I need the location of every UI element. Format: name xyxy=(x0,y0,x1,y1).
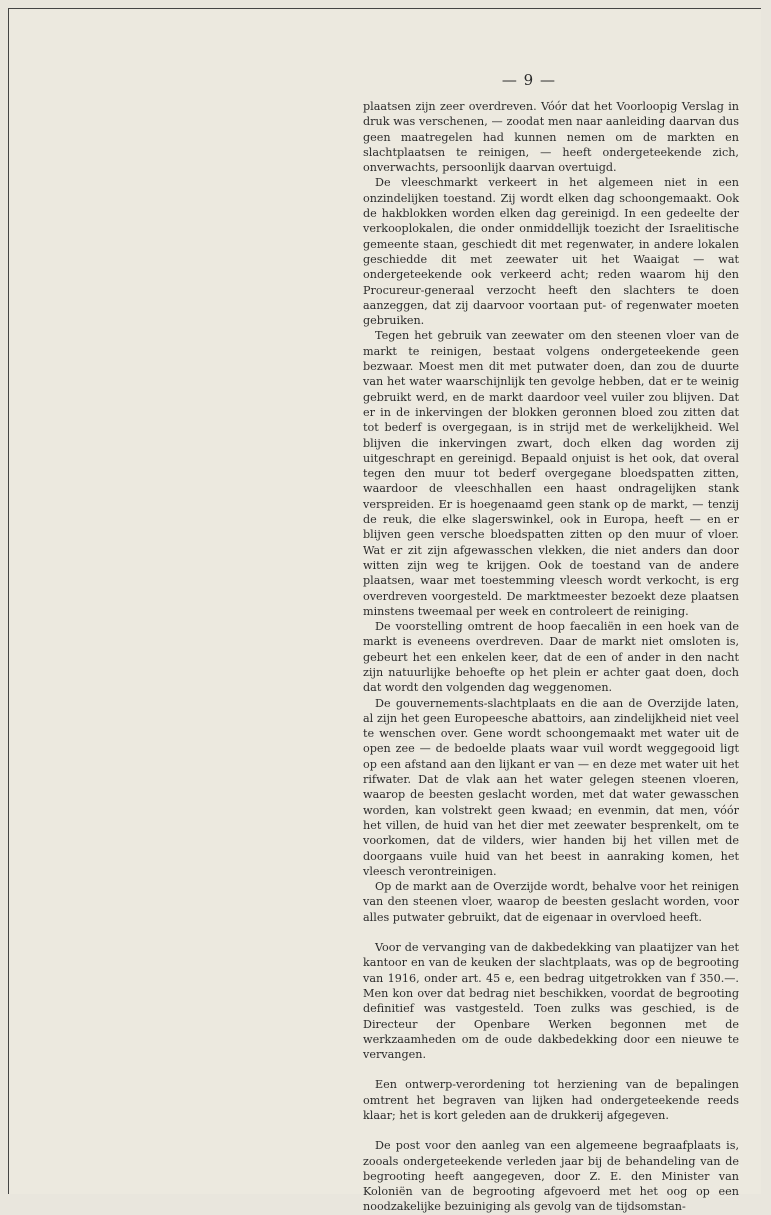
paragraph: Een ontwerp-verordening tot herziening van de bepalingen omtrent het begraven van lijken had ondergeteekende reeds klaar; het is kort geleden aan de drukkerij afgegeven. xyxy=(363,1078,739,1122)
paragraph: Op de markt aan de Overzijde wordt, behalve voor het reinigen van den steenen vloer, waarop de beesten geslacht worden, voor alles putwater gebruikt, dat de eigenaar in overvloed heeft. xyxy=(363,880,739,924)
document-page xyxy=(8,8,761,1214)
page-number: — 9 — xyxy=(501,71,556,89)
paragraph: Tegen het gebruik van zeewater om den steenen vloer van de markt te reinigen, bestaat volgens ondergeteekende geen bezwaar. Moest men dit met putwater doen, dan zou de duurte van het water waarschijnlijk ten gevolge hebben, dat er te weinig gebruikt werd, en de markt daardoor veel vuiler zou blijven. Dat er in de inkervingen der blokken geronnen bloed zou zitten dat tot bederf is overgegaan, is in strijd met de werkelijkheid. Wel blijven die inkervingen zwart, doch elken dag worden zij uitgeschrapt en gereinigd. Bepaald onjuist is het ook, dat overal tegen den muur tot bederf overgegane bloedspatten zitten, waardoor de vleeschhallen een haast ondragelijken stank verspreiden. Er is hoegenaamd geen stank op de markt, — tenzij de reuk, die elke slagerswinkel, ook in Europa, heeft — en er blijven geen versche bloedspatten zitten op den muur of vloer. Wat er zit zijn afgewasschen vlekken, die niet anders dan door witten zijn weg te krijgen. Ook de toestand van de andere plaatsen, waar met toestemming vleesch wordt verkocht, is erg overdreven voorgesteld. De marktmeester bezoekt deze plaatsen minstens tweemaal per week en controleert de reiniging. xyxy=(363,329,739,618)
paragraph: Voor de vervanging van de dakbedekking van plaatijzer van het kantoor en van de keuken der slachtplaats, was op de begrooting van 1916, onder art. 45 e, een bedrag uitgetrokken van f 350.—. Men kon over dat bedrag niet beschikken, voordat de begrooting definitief was vastgesteld. Toen zulks was geschied, is de Directeur der Openbare Werken begonnen met de werkzaamheden om de oude dakbedekking door een nieuwe te vervangen. xyxy=(363,941,739,1062)
paragraph: De post voor den aanleg van een algemeene begraafplaats is, zooals ondergeteekende verleden jaar bij de behandeling van de begrooting heeft aangegeven, door Z. E. den Minister van Koloniën van de begrooting afgevoerd met het oog op een noodzakelijke bezuiniging als gevolg van de tijdsomstan- xyxy=(363,1139,739,1214)
text-column xyxy=(363,99,739,1215)
paragraph: De gouvernements-slachtplaats en die aan de Overzijde laten, al zijn het geen Europeesche abattoirs, aan zindelijkheid niet veel te wenschen over. Gene wordt schoongemaakt met water uit de open zee — de bedoelde plaats waar vuil wordt weggegooid ligt op een afstand aan den lijkant er van — en deze met water uit het rifwater. Dat de vlak aan het water gelegen steenen vloeren, waarop de beesten geslacht worden, met dat water gewasschen worden, kan volstrekt geen kwaad; en evenmin, dat men, vóór het villen, de huid van het dier met zeewater besprenkelt, om te voorkomen, dat de vilders, wier handen bij het villen met de doorgaans vuile huid van het beest in aanraking komen, het vleesch verontreinigen. xyxy=(363,696,739,878)
paragraph: plaatsen zijn zeer overdreven. Vóór dat het Voorloopig Verslag in druk was verschenen, — zoodat men naar aanleiding daarvan dus geen maatregelen had kunnen nemen om de markten en slachtplaatsen te reinigen, — heeft ondergeteekende zich, onverwachts, persoonlijk daarvan overtuigd. xyxy=(363,100,739,175)
paragraph: De voorstelling omtrent de hoop faecaliën in een hoek van de markt is eveneens overdreven. Daar de markt niet omsloten is, gebeurt het een enkelen keer, dat de een of ander in den nacht zijn natuurlijke behoefte op het plein er achter gaat doen, doch dat wordt den volgenden dag weggenomen. xyxy=(363,620,739,695)
paragraph: De vleeschmarkt verkeert in het algemeen niet in een onzindelijken toestand. Zij wordt elken dag schoongemaakt. Ook de hakblokken worden elken dag gereinigd. In een gedeelte der verkooplokalen, die onder onmiddellijk toezicht der Israelitische gemeente staan, geschiedt dit met regenwater, in andere lokalen geschiedde dit met zeewater uit het Waaigat — wat ondergeteekende ook verkeerd acht; reden waarom hij den Procureur-generaal verzocht heeft den slachters te doen aanzeggen, dat zij daarvoor voortaan put- of regenwater moeten gebruiken. xyxy=(363,176,739,328)
